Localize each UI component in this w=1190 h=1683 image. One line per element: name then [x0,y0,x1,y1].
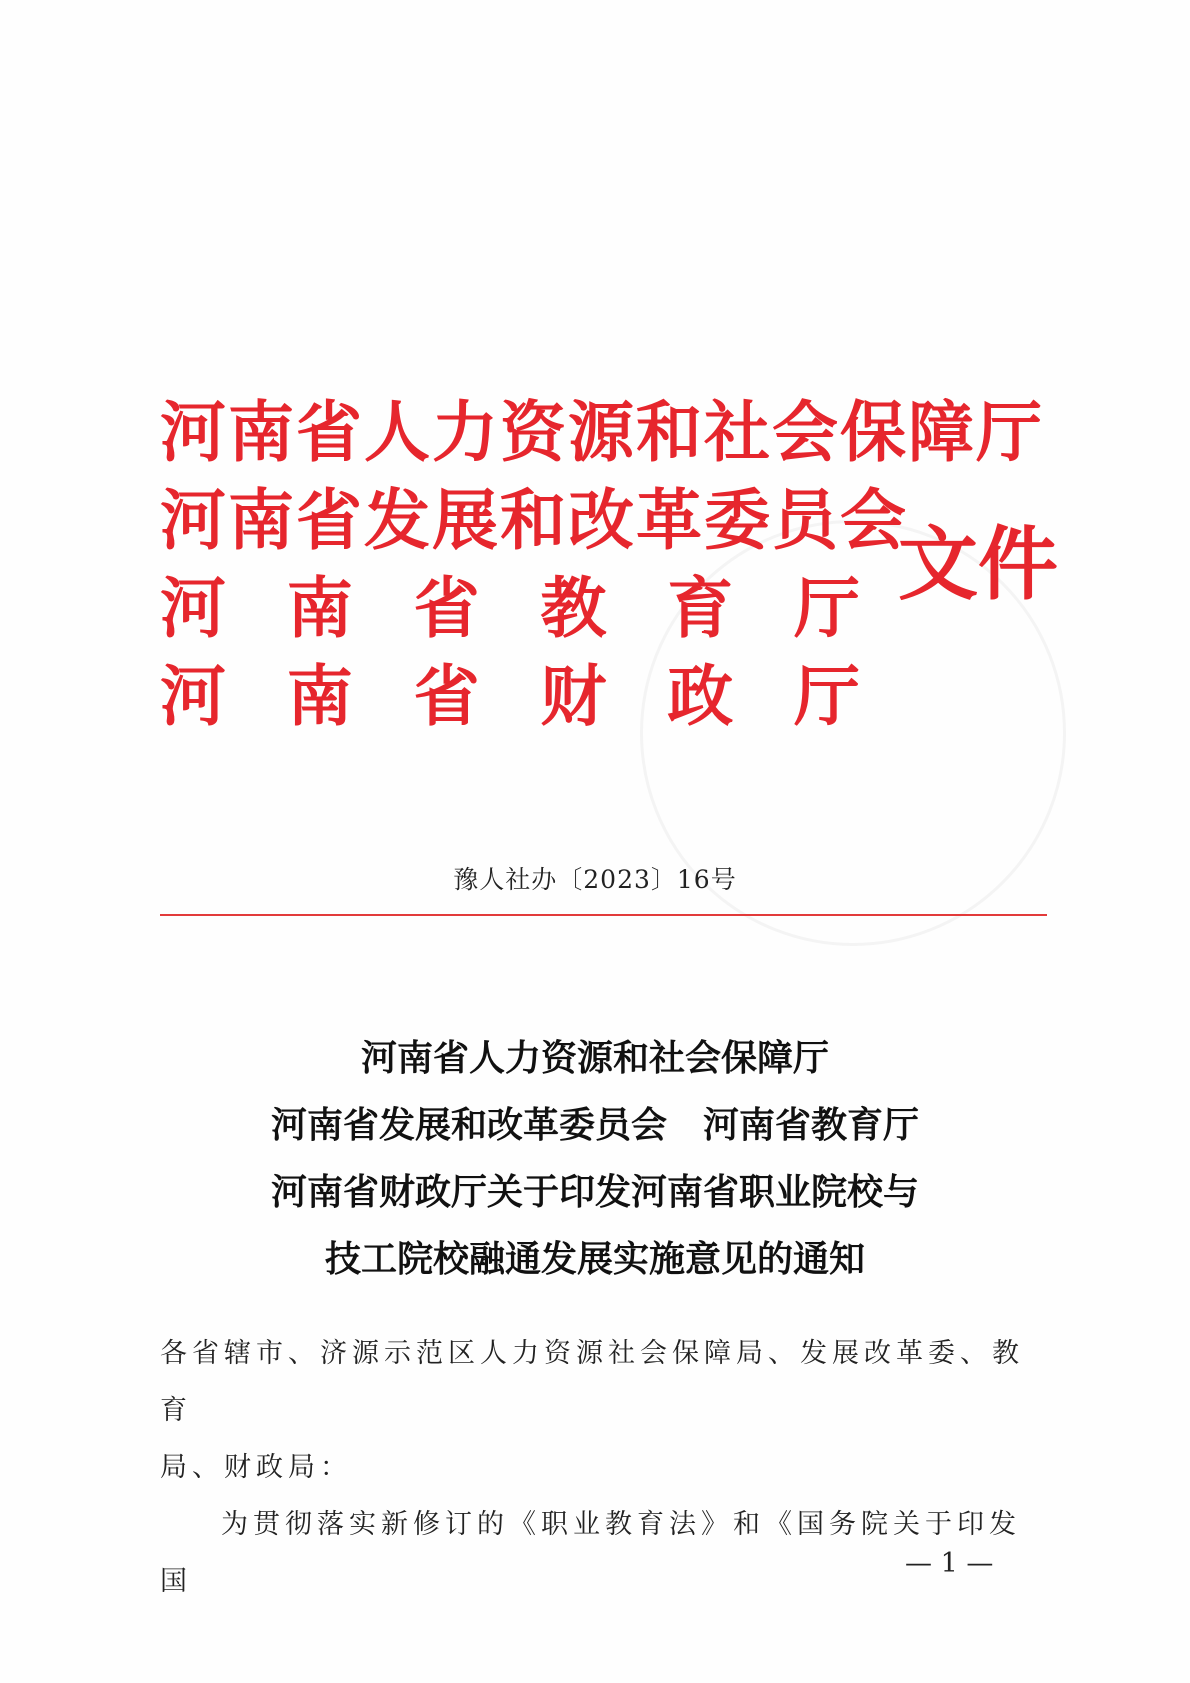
page-number: — 1 — [905,1548,994,1579]
masthead-char: 厅 [793,658,860,735]
title-line-2: 河南省发展和改革委员会 河南省教育厅 [270,1104,919,1146]
masthead-char: 省 [413,658,480,735]
document-number: 豫人社办〔2023〕16号 [453,865,737,894]
masthead-char: 厅 [793,570,860,647]
masthead-agency-1: 河南省人力资源和社会保障厅 [160,394,1044,471]
red-masthead [160,395,1060,745]
masthead-char: 河 [160,658,226,735]
masthead-char: 南 [286,658,353,735]
masthead-char: 育 [667,570,734,647]
masthead-suffix: 文件 [898,518,1058,611]
masthead-char: 河 [160,570,226,647]
masthead-char: 财 [540,658,607,735]
masthead-agency-3 [160,571,860,647]
title-line-3: 河南省财政厅关于印发河南省职业院校与 [270,1171,919,1213]
masthead-char: 南 [286,570,353,647]
masthead-char: 省 [413,570,480,647]
masthead-char: 教 [540,570,607,647]
red-divider-rule [160,914,1047,916]
title-line-4: 技工院校融通发展实施意见的通知 [324,1238,865,1280]
body-paragraph-1: 为贯彻落实新修订的《职业教育法》和《国务院关于印发国 [160,1509,1021,1597]
title-line-1: 河南省人力资源和社会保障厅 [360,1037,829,1079]
salutation-line-2: 局、财政局： [160,1452,352,1483]
masthead-agency-4 [160,659,860,735]
salutation-line-1: 各省辖市、济源示范区人力资源社会保障局、发展改革委、教育 [160,1338,1024,1426]
masthead-agency-2: 河南省发展和改革委员会 [160,482,908,559]
document-title [0,1025,1190,1293]
masthead-char: 政 [667,658,734,735]
